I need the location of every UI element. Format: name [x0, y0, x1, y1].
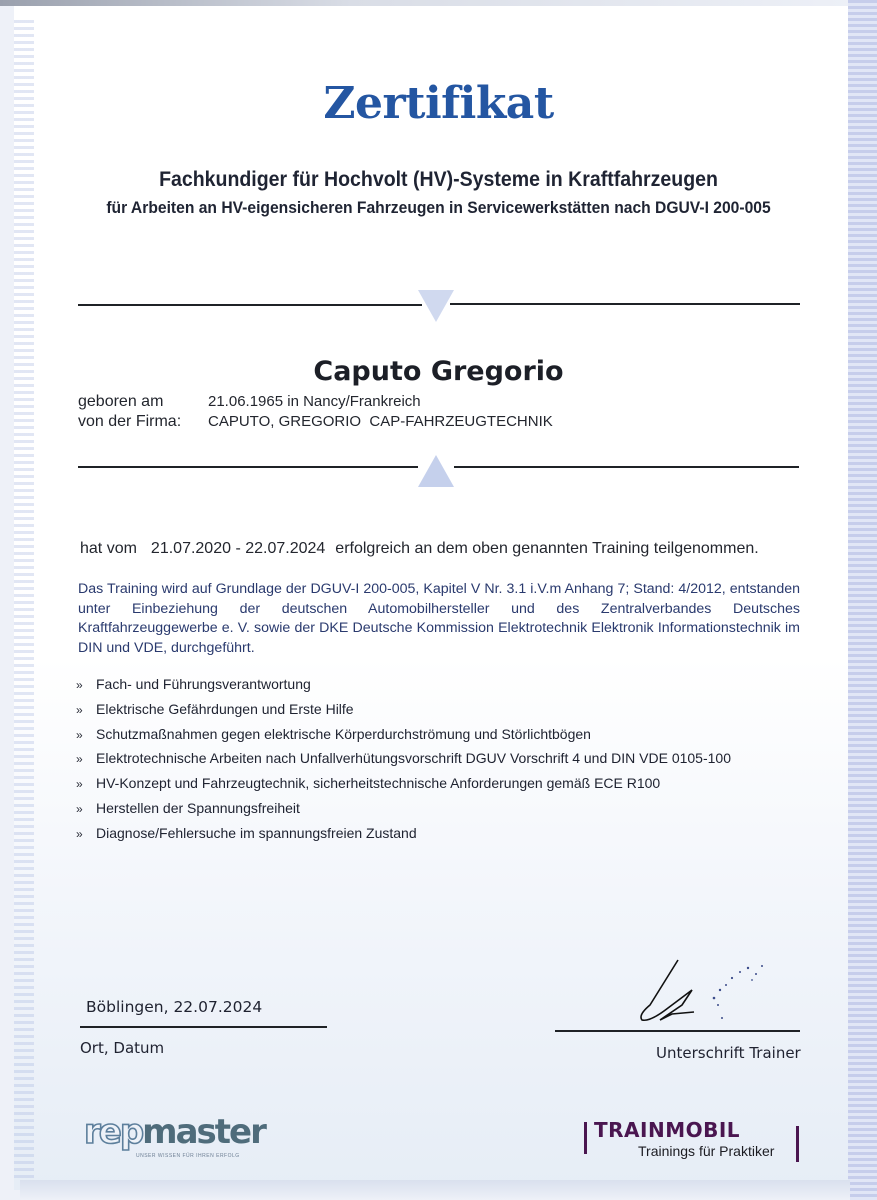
paper-border-bottom: [20, 1180, 850, 1200]
topic-text: Elektrotechnische Arbeiten nach Unfallverhütungsvorschrift DGUV Vorschrift 4 und DIN VDE 0105-100: [96, 750, 731, 767]
born-value: 21.06.1965 in Nancy/Frankreich: [208, 393, 421, 410]
repmaster-logo-rep: rep: [84, 1112, 143, 1152]
topic-text: Diagnose/Fehlersuche im spannungsfreien Zustand: [96, 824, 417, 841]
topic-text: Elektrische Gefährdungen und Erste Hilfe: [96, 700, 354, 717]
topic-item: [76, 726, 731, 751]
place-date: Böblingen, 22.07.2024: [86, 998, 263, 1016]
bullet-icon: »: [76, 777, 83, 792]
repmaster-tagline: UNSER WISSEN FÜR IHREN ERFOLG: [136, 1153, 240, 1159]
topic-text: HV-Konzept und Fahrzeugtechnik, sicherheitstechnische Anforderungen gemäß ECE R100: [96, 775, 661, 792]
bullet-icon: »: [76, 727, 83, 742]
participant-details: [78, 392, 798, 432]
bullet-icon: »: [76, 702, 83, 717]
divider-mid-right: [454, 466, 799, 468]
topic-item: [76, 775, 731, 800]
divider-triangle-icon: [418, 455, 454, 487]
training-description: Das Training wird auf Grundlage der DGUV-I 200-005, Kapitel V Nr. 3.1 i.V.m Anhang 7; Stand: 4/2012, entstanden unter Einbeziehung der deutschen Automobilhersteller und des Zentralverbandes Deutsches Kraftfahrzeuggewerbe e. V. sowie der DKE Deutsche Kommission Elektrotechnik Elektronik Informationstechnik im DIN und VDE, durchgeführt.: [78, 581, 800, 656]
paper-border-right: [848, 0, 877, 1200]
born-label: geboren am: [78, 393, 164, 410]
attendance-period: 21.07.2020 - 22.07.2024: [150, 540, 326, 557]
place-date-caption: Ort, Datum: [80, 1039, 165, 1057]
bullet-icon: »: [76, 678, 83, 692]
divider-top-left: [78, 304, 422, 306]
certificate-title: Zertifikat: [323, 78, 554, 129]
bullet-icon: »: [76, 752, 83, 767]
topic-item: [76, 701, 731, 726]
trainer-caption: Unterschrift Trainer: [656, 1044, 801, 1062]
paper-border-left: [14, 20, 34, 1180]
trainmobil-tagline: Trainings für Praktiker: [638, 1143, 775, 1159]
participant-name: Caputo Gregorio: [313, 356, 564, 387]
repmaster-logo: [84, 1113, 265, 1151]
divider-top-right: [450, 303, 800, 305]
company-value: CAPUTO, GREGORIO CAP-FAHRZEUGTECHNIK: [208, 413, 553, 430]
topic-text: Fach- und Führungsverantwortung: [96, 676, 311, 692]
trainmobil-name: TRAINMOBIL: [594, 1118, 741, 1142]
trainmobil-bracket-right: [796, 1126, 799, 1162]
trainmobil-bracket-left: [584, 1122, 587, 1154]
topic-text: Herstellen der Spannungsfreiheit: [96, 799, 300, 816]
trainer-signature: [620, 950, 780, 1028]
trainmobil-logo: [580, 1118, 802, 1162]
bullet-icon: »: [76, 826, 83, 841]
repmaster-logo-master: master: [142, 1112, 265, 1152]
attendance-suffix: erfolgreich an dem oben genannten Training teilgenommen.: [335, 540, 759, 557]
place-date-line: [80, 1026, 327, 1028]
company-label: von der Firma:: [78, 413, 182, 430]
topics-list: [76, 676, 731, 850]
topic-text: Schutzmaßnahmen gegen elektrische Körperdurchströmung und Störlichtbögen: [96, 725, 591, 742]
attendance-line: [80, 540, 800, 558]
attendance-prefix: hat vom: [80, 540, 137, 557]
divider-triangle-icon: [418, 290, 454, 322]
topic-item: [76, 825, 731, 850]
bullet-icon: »: [76, 801, 83, 816]
certificate-scope: für Arbeiten an HV-eigensicheren Fahrzeugen in Servicewerkstätten nach DGUV-I 200-005: [106, 198, 771, 217]
trainer-signature-line: [555, 1030, 800, 1032]
topic-item: [76, 800, 731, 825]
topic-item: [76, 750, 731, 775]
topic-item: [76, 676, 731, 701]
divider-mid-left: [78, 466, 418, 468]
certificate-subtitle: Fachkundiger für Hochvolt (HV)-Systeme in Kraftfahrzeugen: [159, 168, 718, 191]
